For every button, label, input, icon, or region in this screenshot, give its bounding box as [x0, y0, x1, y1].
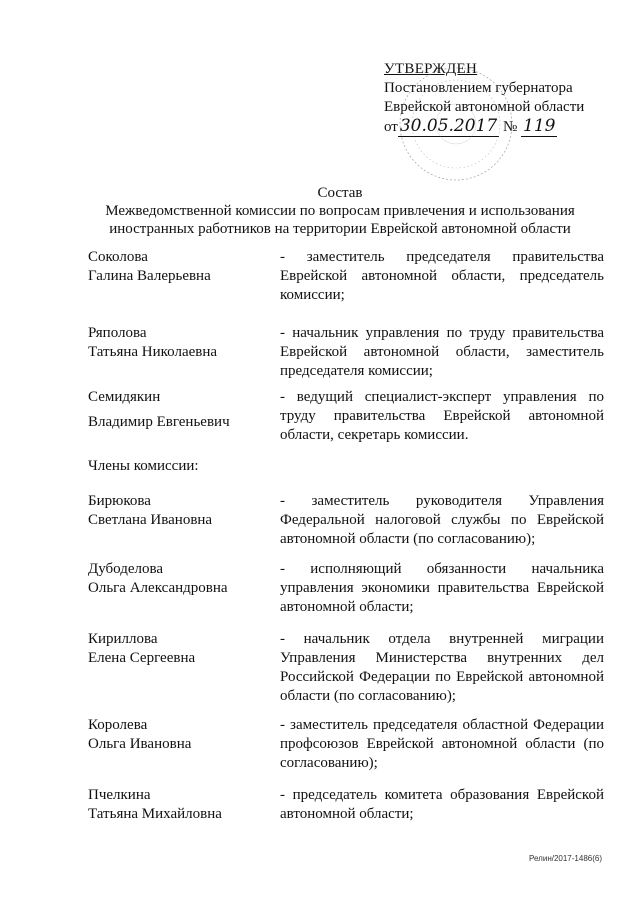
approval-heading: УТВЕРЖДЕН: [384, 61, 478, 77]
list-item: [88, 560, 604, 617]
person-name: [88, 388, 278, 445]
person-surname: Ряполова: [88, 325, 147, 341]
person-name: [88, 786, 278, 824]
person-given-name: Татьяна Николаевна: [88, 344, 218, 360]
person-role: - ведущий специалист-эксперт управления по труду правительства Еврейской автономной области, секретарь комиссии.: [280, 389, 604, 443]
person-given-name: Елена Сергеевна: [88, 650, 196, 666]
handwritten-number: 119: [523, 116, 556, 136]
person-name: [88, 716, 278, 773]
document-title: [40, 184, 640, 238]
person-role: - начальник управления по труду правительства Еврейской автономной области, заместитель председателя комиссии;: [280, 325, 604, 379]
list-item: [88, 492, 604, 549]
person-surname: Семидякин: [88, 389, 161, 405]
list-item: [88, 388, 604, 445]
person-given-name: Татьяна Михайловна: [88, 806, 222, 822]
person-role: - начальник отдела внутренней миграции Управления Министерства внутренних дел Российской Федерации по Еврейской автономной области (по согласованию);: [280, 631, 604, 704]
list-item: [88, 248, 604, 305]
person-role: - заместитель председателя правительства Еврейской автономной области, председатель комиссии;: [280, 249, 604, 303]
list-item: [88, 630, 604, 706]
person-surname: Пчелкина: [88, 787, 151, 803]
person-name: [88, 492, 278, 549]
person-given-name: Ольга Ивановна: [88, 736, 192, 752]
person-surname: Дубоделова: [88, 561, 164, 577]
person-surname: Королева: [88, 717, 148, 733]
person-surname: Бирюкова: [88, 493, 151, 509]
person-name: [88, 560, 278, 617]
title-line-2: Межведомственной комиссии по вопросам привлечения и использования: [105, 203, 575, 219]
person-role: - исполняющий обязанности начальника управления экономики правительства Еврейской автономной области;: [280, 561, 604, 615]
document-code: Релин/2017-1486(6): [529, 854, 602, 863]
list-item: [88, 786, 604, 824]
approval-block: [384, 60, 604, 137]
list-item: [88, 716, 604, 773]
person-role: - председатель комитета образования Еврейской автономной области;: [280, 787, 604, 822]
approval-line-2: Еврейской автономной области: [384, 99, 585, 115]
person-given-name: Владимир Евгеньевич: [88, 414, 230, 430]
approval-line-1: Постановлением губернатора: [384, 80, 573, 96]
person-role: - заместитель председателя областной Федерации профсоюзов Еврейской автономной области (по согласованию);: [280, 717, 604, 771]
members-heading: Члены комиссии:: [88, 458, 199, 474]
person-given-name: Галина Валерьевна: [88, 268, 211, 284]
number-prefix: №: [502, 119, 518, 135]
approval-date-line: [384, 117, 604, 137]
date-prefix: от: [384, 119, 398, 135]
person-surname: Кириллова: [88, 631, 158, 647]
title-line-3: иностранных работников на территории Еврейской автономной области: [109, 221, 571, 237]
person-name: [88, 248, 278, 305]
person-given-name: Светлана Ивановна: [88, 512, 213, 528]
handwritten-date: 30.05.2017: [399, 116, 498, 136]
person-given-name: Ольга Александровна: [88, 580, 228, 596]
person-surname: Соколова: [88, 249, 148, 265]
person-name: [88, 324, 278, 381]
person-name: [88, 630, 278, 706]
list-item: [88, 324, 604, 381]
title-line-1: Состав: [317, 185, 363, 201]
person-role: - заместитель руководителя Управления Федеральной налоговой службы по Еврейской автономной области (по согласованию);: [280, 493, 604, 547]
